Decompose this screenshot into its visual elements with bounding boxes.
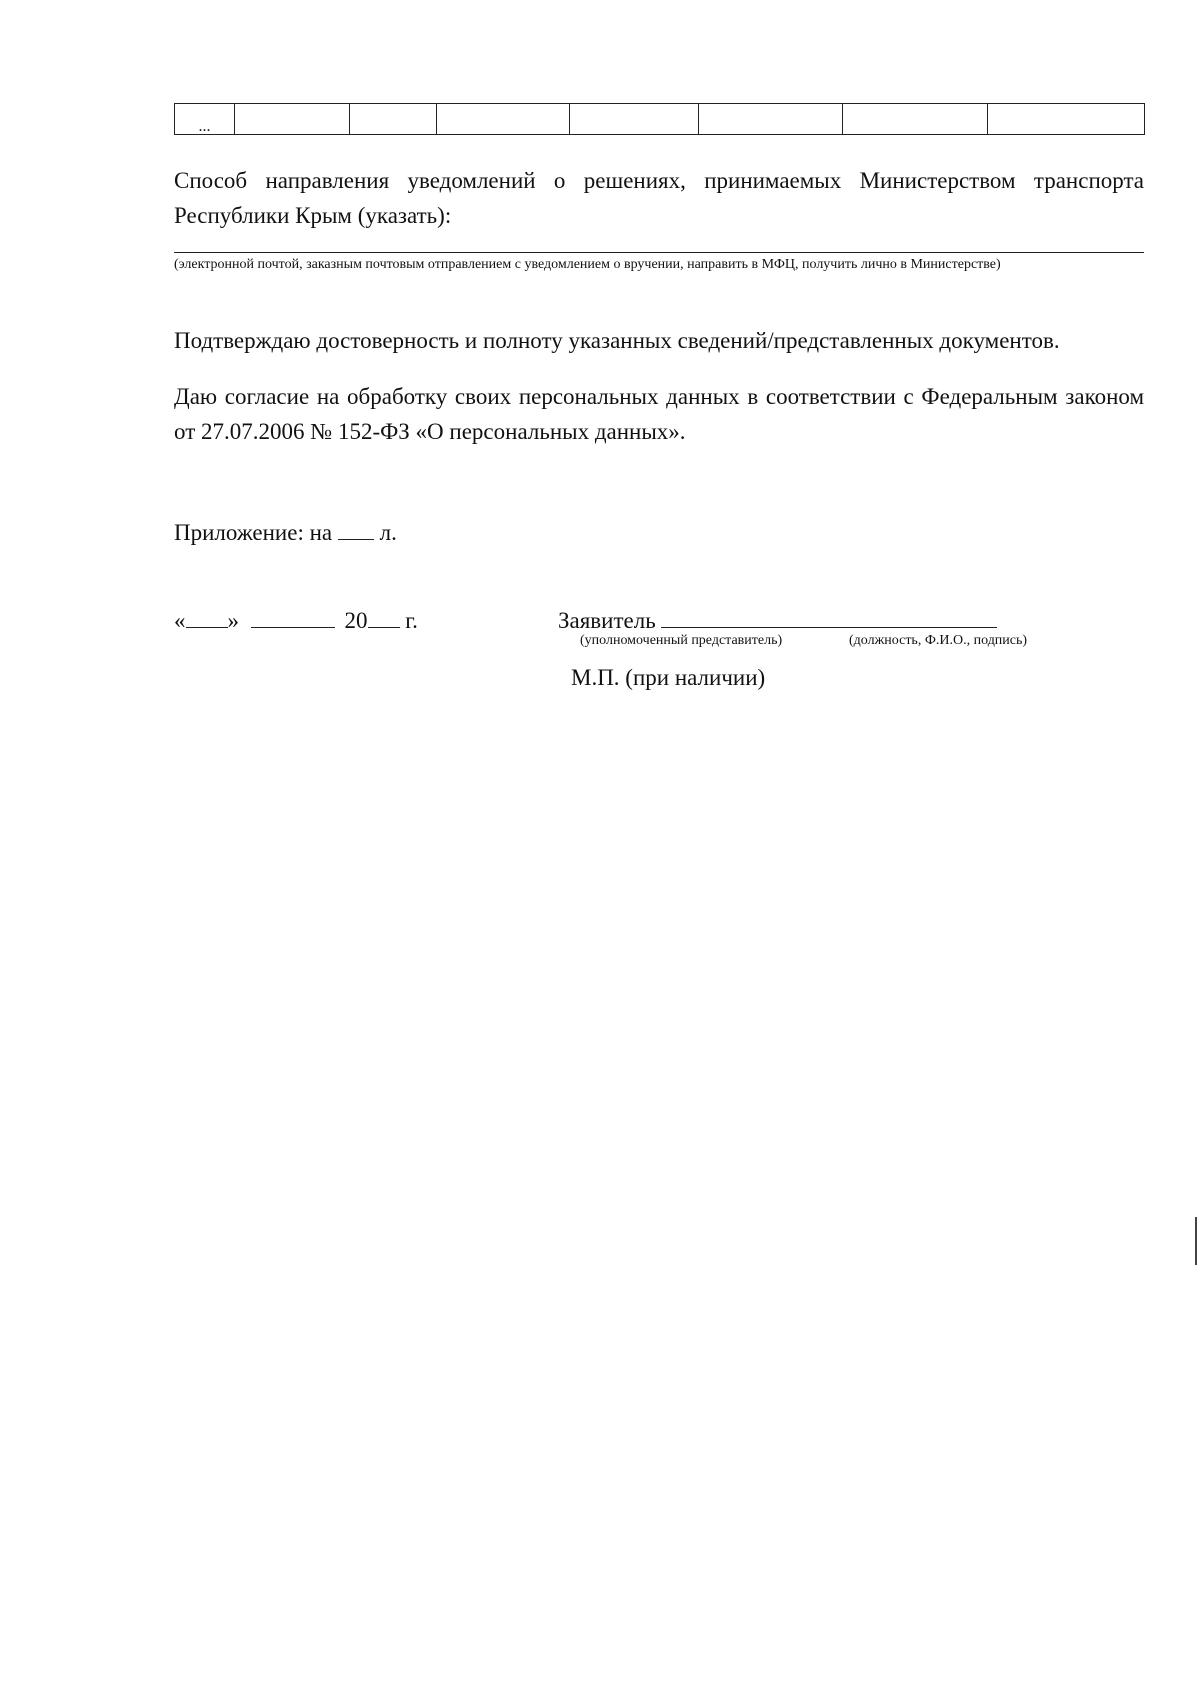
signature-hint: (должность, Ф.И.О., подпись): [849, 633, 1028, 648]
attachment-pages-field: [338, 521, 374, 540]
date-day-field: [186, 609, 228, 628]
consent-text: Даю согласие на обработку своих персональных данных в соответствии с Федеральным законом от 27.07.2006 № 152-ФЗ «О персональных данных».: [174, 384, 1144, 444]
table-cell: [350, 104, 437, 135]
applicant-label: Заявитель: [558, 608, 656, 633]
date-close-quote: »: [227, 608, 239, 633]
table-cell: [988, 104, 1145, 135]
scan-edge-mark: [1195, 1217, 1197, 1265]
confirmation-text: Подтверждаю достоверность и полноту указанных сведений/представленных документов.: [174, 328, 1060, 353]
date-open-quote: «: [174, 608, 186, 633]
table-cell: [843, 104, 988, 135]
stamp-label: М.П. (при наличии): [571, 665, 766, 690]
applicant-signature-field: [661, 609, 997, 628]
attachment-line: [174, 520, 397, 546]
date-month-field: [251, 609, 335, 628]
table-cell-ellipsis: ...: [175, 104, 235, 135]
applicant-line: [558, 608, 997, 634]
table-cell: [570, 104, 699, 135]
notification-method-text: Способ направления уведомлений о решениях, принимаемых Министерством транспорта Республики Крым (указать):: [174, 168, 1144, 228]
representative-hint: (уполномоченный представитель): [580, 633, 783, 648]
date-year-suffix: г.: [405, 608, 418, 633]
notification-method-hint: (электронной почтой, заказным почтовым отправлением с уведомлением о вручении, направить в МФЦ, получить лично в Министерстве): [174, 257, 1001, 272]
table-cell: [235, 104, 350, 135]
date-line: [174, 608, 418, 634]
date-year-field: [368, 609, 400, 628]
attachment-suffix: л.: [379, 520, 397, 545]
table-cell: [699, 104, 843, 135]
notification-method-field-line: [174, 252, 1144, 253]
table-cell: [437, 104, 570, 135]
table-row: [175, 104, 1145, 135]
attachment-prefix: Приложение: на: [174, 520, 333, 545]
data-table-row: [174, 103, 1145, 135]
date-year-prefix: 20: [344, 608, 368, 633]
